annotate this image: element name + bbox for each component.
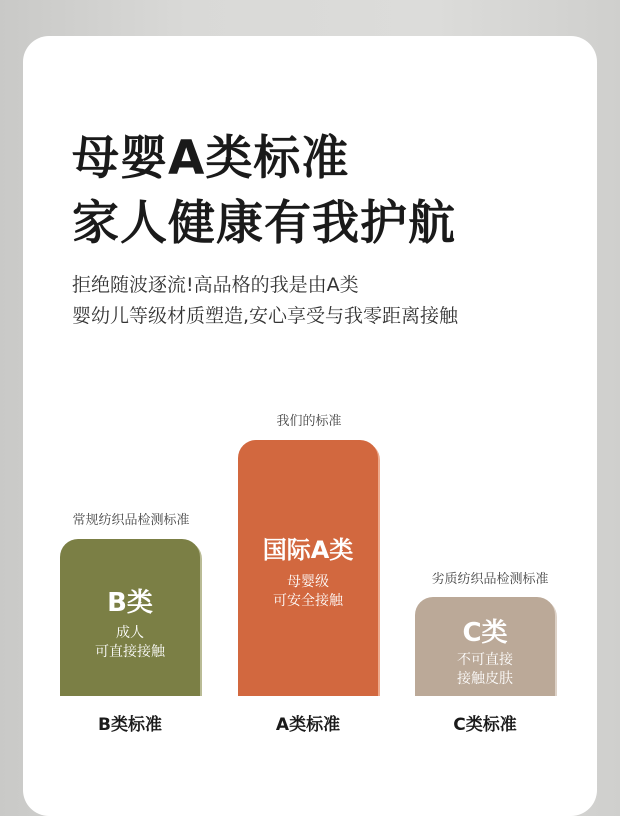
headline-line-2: 家人健康有我护航 [72,196,456,251]
bar-b-title: B类 [107,588,153,618]
bar-c [415,597,565,696]
bar-c-desc [415,651,555,689]
bar-b [60,539,210,696]
bar-a-category: A类标准 [275,715,341,735]
bar-b-desc-line-1: 成人 [116,625,144,641]
subtitle-line-2: 婴幼儿等级材质塑造,安心享受与我零距离接触 [72,305,459,327]
bar-a-body [238,440,378,696]
bar-a-desc [238,573,378,611]
bar-c-desc-line-2: 接触皮肤 [457,671,513,687]
bar-a-desc-line-2: 可安全接触 [273,593,343,609]
bar-b-desc-line-2: 可直接接触 [95,644,165,660]
bar-a-desc-line-1: 母婴级 [287,574,329,590]
bar-a-title: 国际A类 [262,536,354,564]
bar-b-top-label: 常规纺织品检测标准 [72,513,190,528]
bar-c-desc-line-1: 不可直接 [457,652,513,668]
headline-line-1: 母婴A类标准 [72,131,350,186]
subtitle-line-1: 拒绝随波逐流!高品格的我是由A类 [72,274,359,296]
bar-a-top-label: 我们的标准 [276,414,342,429]
bar-b-desc [60,624,200,662]
bar-c-title: C类 [462,618,508,648]
bar-b-category: B类标准 [98,715,162,735]
bar-b-body [60,539,200,696]
bar-c-category: C类标准 [453,715,517,735]
bar-a [238,440,388,696]
bar-c-top-label: 劣质纺织品检测标准 [431,572,549,587]
bar-c-body [415,597,555,696]
